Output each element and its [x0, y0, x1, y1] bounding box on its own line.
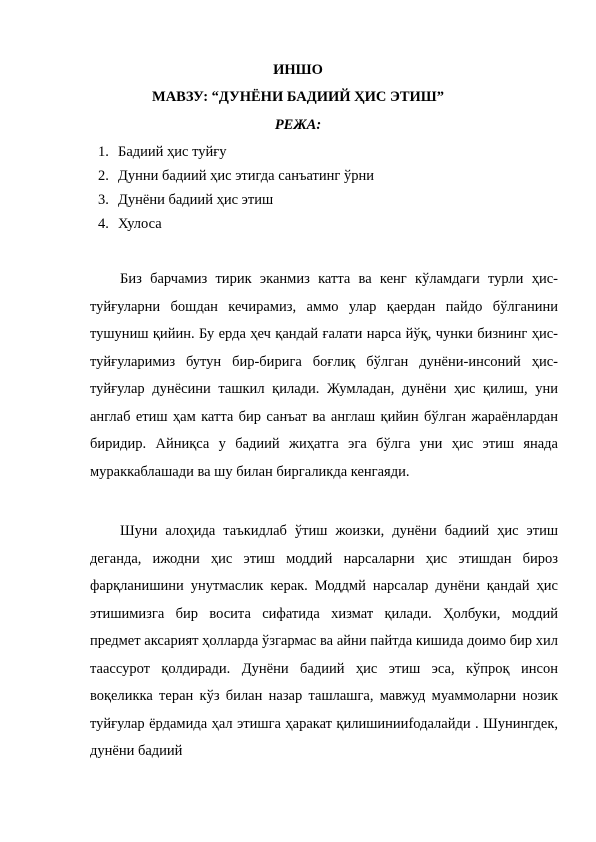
- essay-title: ИНШО: [273, 62, 323, 78]
- plan-item-text: Дунёни бадиий ҳис этиш: [118, 192, 274, 208]
- plan-item: [98, 164, 374, 188]
- plan-item-text: Хулоса: [118, 216, 162, 232]
- plan-item: [98, 188, 374, 212]
- plan-list: [98, 140, 374, 236]
- plan-item-number: 4.: [98, 216, 109, 232]
- plan-item-number: 2.: [98, 168, 109, 184]
- plan-item: [98, 140, 374, 164]
- plan-item-text: Бадиий ҳис туйғу: [118, 144, 227, 160]
- body-paragraph: Биз барчамиз тирик эканмиз катта ва кенг кўламдаги турли ҳис-туйғуларни бошдан кечирамиз, аммо улар қаердан пайдо бўлганини тушуниш қийин. Бу ерда ҳеч қандай ғалати нарса йўқ, чунки бизнинг ҳис-туйғуларимиз бутун бир-бирига боғлиқ бўлган дунёни-инсоний ҳис-туйғулар дунёсини ташкил қилади. Жумладан, дунёни ҳис қилиш, уни англаб етиш ҳам катта бир санъат ва англаш қийин бўлган жараёнлардан биридир. Айниқса у бадиий жиҳатга эга бўлга уни ҳис этиш янада мураккаблашади ва шу билан биргаликда кенгаяди.: [90, 271, 558, 480]
- plan-heading: РЕЖА:: [274, 117, 322, 133]
- body-paragraph: Шуни алоҳида таъкидлаб ўтиш жоизки, дунёни бадиий ҳис этиш деганда, ижодни ҳис этиш моддий нарсаларни ҳис этишдан бироз фарқланишини унутмаслик керак. Моддмй нарсалар дунёни қандай ҳис этишимизга бир восита сифатида хизмат қилади. Ҳолбуки, моддий предмет аксарият ҳолларда ўзгармас ва айни пайтда кишида доимо бир хил таассурот қолдиради. Дунёни бадиий ҳис этиш эса, кўпроқ инсон воқеликка теран кўз билан назар ташлашга, мавжуд муаммоларни нозик туйғулар ёрдамида ҳал этишга ҳаракат қилишинииfодалайди . Шунингдек, дунёни бадиий: [90, 523, 558, 759]
- essay-topic: МАВЗУ: “ДУНЁНИ БАДИИЙ ҲИС ЭТИШ”: [152, 89, 444, 105]
- plan-item-number: 3.: [98, 192, 109, 208]
- plan-item: [98, 212, 374, 236]
- plan-item-number: 1.: [98, 144, 109, 160]
- plan-item-text: Дунни бадиий ҳис этигда санъатинг ўрни: [118, 168, 375, 184]
